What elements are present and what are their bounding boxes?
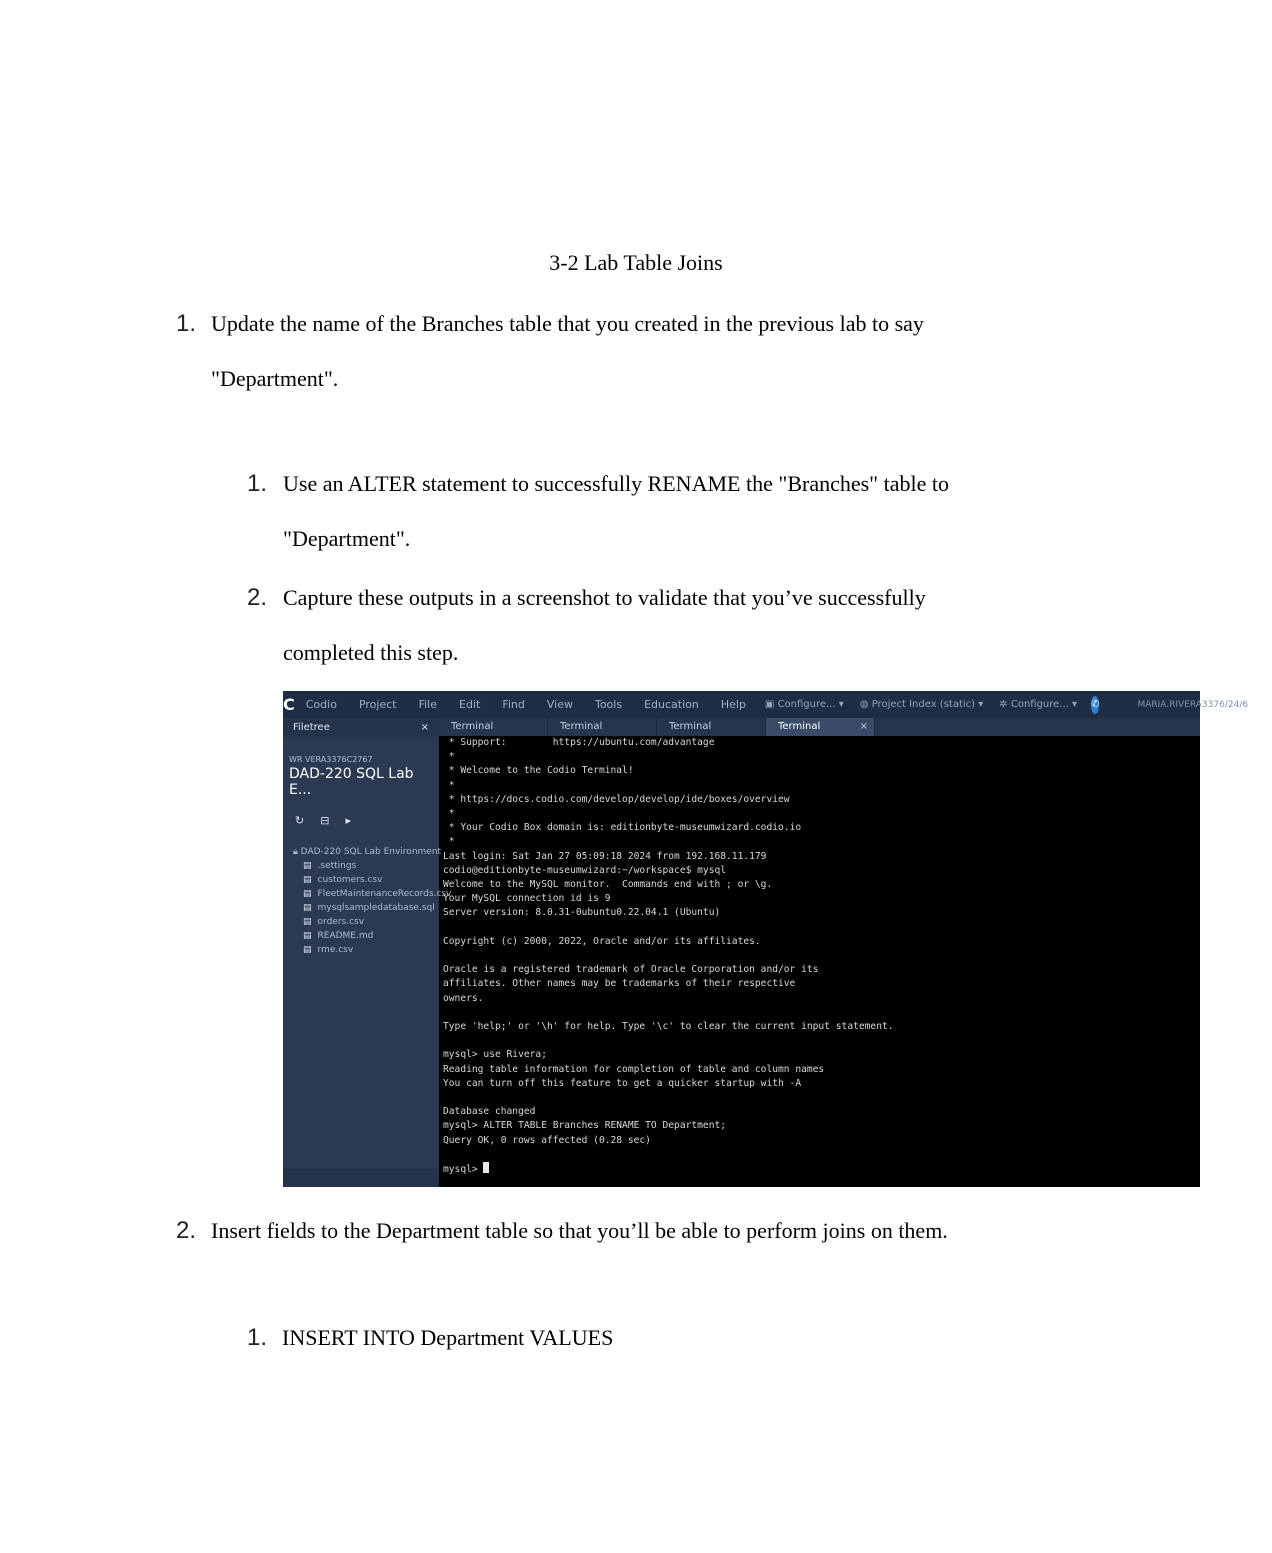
step1-sub1-line1: Use an ALTER statement to successfully RENAME the "Branches" table to bbox=[283, 471, 950, 496]
file-item[interactable] bbox=[303, 931, 439, 941]
file-icon: ▤ bbox=[303, 903, 312, 913]
file-icon: ▤ bbox=[303, 889, 312, 899]
terminal-prompt: mysql> bbox=[443, 1164, 484, 1176]
tree-root[interactable] bbox=[293, 847, 442, 857]
menu-codio[interactable]: Codio bbox=[305, 698, 337, 711]
terminal-lines: * Support: https://ubuntu.com/advantage * * Welcome to the Codio Terminal! * * https://docs.codio.com/develop/develop/ide/boxes/overview * * Your Codio Box domain is: editionbyte-museumwizard.codio.io * Last login: Sat Jan 27 05:09:18 2024 from 192.168.11.179 codio@editionbyte-museumwizard:~/workspace$ mysql Welcome to the MySQL monitor. Commands end with ; or \g. Your MySQL connection id is 9 Server version: 8.0.31-0ubuntu0.22.04.1 (Ubuntu) Copyright (c) 2000, 2022, Oracle and/or its affiliates. Oracle is a registered trademark of Oracle Corporation and/or its affiliates. Other names may be trademarks of their respective owners. Type 'help;' or '\h' for help. Type '\c' to clear the current input statement. mysql> use Rivera; Reading table information for completion of table and column names You can turn off this feature to get a quicker startup with -A Database changed mysql> ALTER TABLE Branches RENAME TO Department; Query OK, 0 rows affected (0.28 sec) bbox=[443, 737, 894, 1146]
step2-line1: Insert fields to the Department table so that you’ll be able to perform joins on them. bbox=[211, 1218, 948, 1243]
preview-icon: ▣ bbox=[764, 699, 775, 710]
codio-screenshot bbox=[283, 691, 1249, 1187]
document-title: 3-2 Lab Table Joins bbox=[549, 250, 723, 275]
menu-education[interactable]: Education bbox=[644, 698, 699, 711]
menu-view[interactable]: View bbox=[546, 698, 573, 711]
file-label: .settings bbox=[317, 861, 357, 871]
file-label: mysqlsampledatabase.sql bbox=[317, 903, 435, 913]
user-name[interactable]: MARIA.RIVERA3376/24/6 bbox=[1137, 699, 1249, 710]
file-item[interactable] bbox=[303, 945, 439, 955]
file-label: customers.csv bbox=[317, 875, 383, 885]
file-label: orders.csv bbox=[317, 917, 365, 927]
menu-file[interactable]: File bbox=[418, 698, 437, 711]
filetree-toolbar bbox=[295, 814, 439, 827]
terminal-cursor bbox=[483, 1162, 489, 1173]
tab-terminal-1[interactable]: Terminal bbox=[439, 718, 548, 736]
configure-label-2: Configure... bbox=[1010, 699, 1069, 710]
lock-icon: 🔒︎ bbox=[293, 847, 298, 857]
configure-dropdown-1[interactable]: ▣ Configure... ▾ bbox=[764, 699, 844, 710]
file-item[interactable] bbox=[303, 903, 439, 913]
codio-logo-icon: C bbox=[283, 695, 295, 714]
configure-dropdown-2[interactable]: ✲ Configure... ▾ bbox=[999, 699, 1078, 710]
gear-icon: ✲ bbox=[999, 699, 1008, 710]
configure-label-1: Configure... bbox=[777, 699, 836, 710]
file-icon: ▤ bbox=[303, 875, 312, 885]
step2-sub1-number: 1. bbox=[247, 1324, 268, 1351]
close-icon[interactable]: × bbox=[859, 721, 868, 732]
file-icon: ▤ bbox=[303, 931, 312, 941]
file-icon: ▤ bbox=[303, 945, 312, 955]
ide-menubar bbox=[283, 691, 1249, 718]
globe-icon: ◍ bbox=[859, 699, 869, 710]
filetree-tab[interactable] bbox=[283, 718, 439, 737]
file-icon: ▤ bbox=[303, 917, 312, 927]
project-id: WR VERA3376C2767 bbox=[289, 755, 373, 764]
filetree-tab-label: Filetree bbox=[293, 722, 330, 733]
step2-number: 2. bbox=[176, 1217, 197, 1244]
close-icon[interactable]: × bbox=[420, 722, 429, 733]
file-label: FleetMaintenanceRecords.csv bbox=[317, 889, 452, 899]
step1-sub1-number: 1. bbox=[247, 470, 268, 497]
step1-line2: "Department". bbox=[211, 366, 339, 391]
step1-sub2-number: 2. bbox=[247, 584, 268, 611]
file-label: rme.csv bbox=[317, 945, 354, 955]
step1-number: 1. bbox=[176, 310, 197, 337]
project-index-dropdown[interactable]: ◍ Project Index (static) ▾ bbox=[859, 699, 984, 710]
tab-terminal-4-label: Terminal bbox=[778, 721, 821, 732]
menu-help[interactable]: Help bbox=[720, 698, 746, 711]
step1-sub2-line2: completed this step. bbox=[283, 640, 459, 665]
file-icon: ▤ bbox=[303, 861, 312, 871]
file-item[interactable] bbox=[303, 861, 439, 871]
play-icon[interactable]: ▸ bbox=[345, 814, 351, 827]
file-label: README.md bbox=[317, 931, 374, 941]
project-name: DAD-220 SQL Lab E... bbox=[289, 766, 414, 798]
step1-line1: Update the name of the Branches table that you created in the previous lab to say bbox=[211, 311, 924, 336]
terminal-output[interactable] bbox=[443, 736, 1200, 1187]
menu-project[interactable]: Project bbox=[358, 698, 397, 711]
collapse-icon[interactable]: ⊟ bbox=[320, 814, 330, 827]
step1-sub2-line1: Capture these outputs in a screenshot to validate that you’ve successfully bbox=[283, 585, 926, 610]
file-item[interactable] bbox=[303, 889, 452, 899]
file-item[interactable] bbox=[303, 875, 439, 885]
step2-sub1-line1: INSERT INTO Department VALUES bbox=[282, 1325, 614, 1350]
tab-terminal-2[interactable]: Terminal bbox=[548, 718, 657, 736]
menu-tools[interactable]: Tools bbox=[594, 698, 623, 711]
tab-terminal-4[interactable] bbox=[766, 718, 875, 736]
filetree-footer bbox=[283, 1169, 439, 1187]
tree-root-label: DAD-220 SQL Lab Environment bbox=[300, 847, 442, 857]
refresh-icon[interactable]: ↻ bbox=[295, 814, 305, 827]
filetree-panel bbox=[283, 718, 452, 1187]
editor-tabs bbox=[439, 718, 1200, 736]
project-index-label: Project Index (static) bbox=[871, 699, 976, 710]
step1-sub1-line2: "Department". bbox=[283, 526, 411, 551]
menu-edit[interactable]: Edit bbox=[459, 698, 481, 711]
menu-find[interactable]: Find bbox=[502, 698, 525, 711]
file-item[interactable] bbox=[303, 917, 439, 927]
tab-terminal-3[interactable]: Terminal bbox=[657, 718, 766, 736]
phone-icon[interactable]: ✆ bbox=[1091, 696, 1099, 714]
